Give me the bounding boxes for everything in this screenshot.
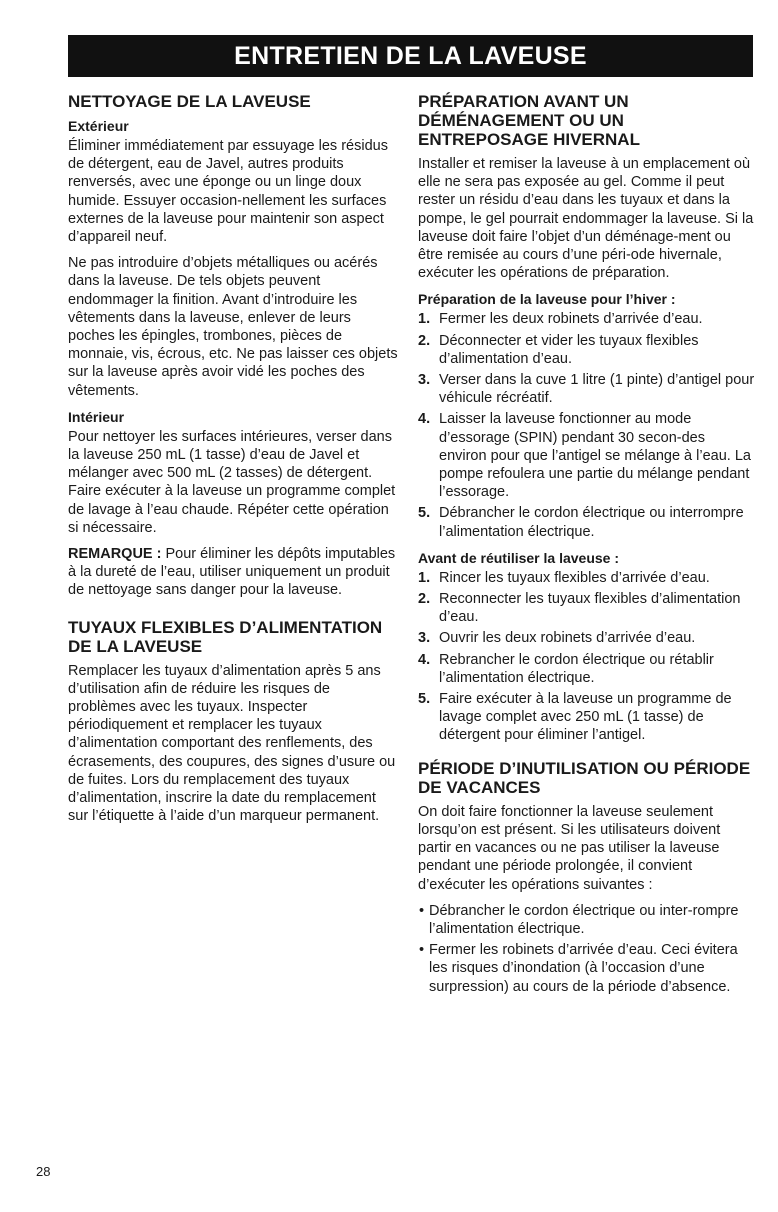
list-item [418,332,756,368]
subheading-reuse: Avant de réutiliser la laveuse : [418,549,620,566]
step-text: Ouvrir les deux robinets d’arrivée d’eau. [439,630,696,647]
list-item [418,629,756,647]
list-item [418,590,756,626]
list-item [418,504,756,540]
step-number: 2. [418,332,431,349]
bullet-text: Fermer les robinets d’arrivée d’eau. Ceci évitera les risques d’inondation (à l’occasion d’une surpression) au cours de la période d’absence. [429,942,738,995]
vacation-paragraph: On doit faire fonctionner la laveuse seulement lorsqu’on est présent. Si les utilisateurs doivent partir en vacances ou ne pas utiliser la laveuse pendant une période prolongée, il convient d’exécuter les opérations suivantes : [418,803,721,893]
subheading-interior: Intérieur [68,408,125,425]
subheading-exterior: Extérieur [68,118,129,134]
section-title-vacation: PÉRIODE D’INUTILISATION OU PÉRIODE DE VACANCES [418,758,751,797]
list-item [418,651,756,687]
bullet-text: Débrancher le cordon électrique ou inter-rompre l’alimentation électrique. [429,902,739,937]
step-number: 5. [418,505,431,522]
exterior-paragraph-2: Ne pas introduire d’objets métalliques ou acérés dans la laveuse. De tels objets peuvent endommager la finition. Avant d’introduire les vêtements dans la laveuse, enlever de leurs poches les épingles, trombones, pièces de monnaie, vis, écrous, etc. Ne pas laisser ces objets sur la laveuse après avoir vidé les poches des vêtements. [68,255,398,399]
step-text: Déconnecter et vider les tuyaux flexibles d’alimentation d’eau. [439,332,699,367]
step-text: Débrancher le cordon électrique ou interrompre l’alimentation électrique. [439,505,744,540]
list-item [418,902,756,938]
remark-label: REMARQUE : [68,546,162,563]
step-text: Rincer les tuyaux flexibles d’arrivée d’eau. [439,569,710,586]
remark-text: Pour éliminer les dépôts imputables à la dureté de l’eau, utiliser uniquement un produit de nettoyage sans danger pour la laveuse. [68,546,396,599]
reuse-steps-list [418,569,756,745]
list-item [418,410,756,501]
list-item [418,371,756,407]
vacation-bullets-list [418,902,756,996]
list-item [418,569,756,587]
step-text: Fermer les deux robinets d’arrivée d’eau. [439,311,703,328]
section-title-hoses: TUYAUX FLEXIBLES D’ALIMENTATION DE LA LAVEUSE [68,617,383,656]
remark-paragraph [68,545,398,600]
list-item [418,941,756,996]
step-number: 4. [418,651,431,668]
step-number: 1. [418,311,431,328]
winter-steps-list [418,310,756,540]
bullet: • [419,902,425,919]
exterior-paragraph-1: Éliminer immédiatement par essuyage les résidus de détergent, eau de Javel, autres produits renversés, avec une éponge ou un linge doux humide. Essuyer occasion-nellement les surfaces externes de la laveuse pour maintenir son aspect d’appareil neuf. [68,138,388,246]
step-number: 1. [418,569,431,586]
step-number: 2. [418,591,431,608]
section-title-preparation: PRÉPARATION AVANT UN DÉMÉNAGEMENT OU UN ENTREPOSAGE HIVERNAL [418,92,640,149]
interior-paragraph: Pour nettoyer les surfaces intérieures, verser dans la laveuse 250 mL (1 tasse) d’eau de Javel et mélanger avec 500 mL (2 tasses) de détergent. Faire exécuter à la laveuse un programme complet de lavage à l’eau chaude. Répéter cette opération si nécessaire. [68,428,396,536]
list-item [418,690,756,745]
preparation-paragraph: Installer et remiser la laveuse à un emplacement où elle ne sera pas exposée au gel. Comme il peut rester un résidu d’eau dans les tuyaux et dans la pompe, le gel pourrait endommager la laveuse. Si la laveuse doit faire l’objet d’un déménage-ment ou être remisée au cours d’une péri-ode hivernale, exécuter les opérations de préparation. [418,156,754,282]
hoses-paragraph: Remplacer les tuyaux d’alimentation après 5 ans d’utilisation afin de réduire les risques de problèmes avec les tuyaux. Inspecter périodiquement et remplacer les tuyaux d’alimentation comportant des renflements, des écrasements, des coupures, des signes d’usure ou de fuites. Lors du remplacement des tuyaux d’alimentation, inscrire la date du remplacement sur l’étiquette à l’aide d’un marqueur permanent. [68,662,396,825]
step-text: Faire exécuter à la laveuse un programme de lavage complet avec 250 mL (1 tasse) de détergent pour éliminer l’antigel. [439,691,732,744]
step-text: Rebrancher le cordon électrique ou rétablir l’alimentation électrique. [439,651,714,686]
step-text: Laisser la laveuse fonctionner au mode d’essorage (SPIN) pendant 30 secon-des environ pour que l’antigel se mélange à l’eau. La pompe refoulera une partie du mélange pendant l’essorage. [439,411,751,501]
step-number: 3. [418,630,431,647]
bullet: • [419,942,425,959]
section-title-cleaning: NETTOYAGE DE LA LAVEUSE [68,92,311,111]
page-banner: ENTRETIEN DE LA LAVEUSE [68,35,753,77]
step-number: 5. [418,691,431,708]
step-number: 4. [418,411,431,428]
page-number: 28 [36,1164,51,1179]
right-column [418,92,756,999]
step-number: 3. [418,372,431,389]
subheading-winter: Préparation de la laveuse pour l’hiver : [418,291,676,308]
step-text: Reconnecter les tuyaux flexibles d’alimentation d’eau. [439,591,741,626]
step-text: Verser dans la cuve 1 litre (1 pinte) d’antigel pour véhicule récréatif. [439,372,755,407]
left-column [68,92,398,834]
list-item [418,310,756,328]
